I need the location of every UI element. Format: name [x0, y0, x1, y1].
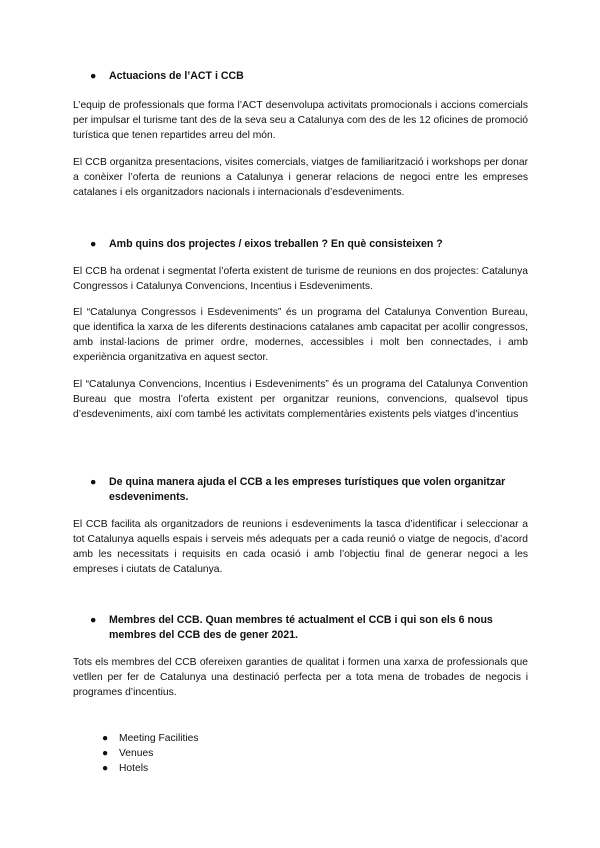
paragraph: El “Catalunya Congressos i Esdeveniments” és un programa del Catalunya Convention Bureau, que identifica la xarxa de les diferents destinacions catalanes amb capacitat per acollir congressos, amb instal·lacions de primer ordre, modernes, accessibles i molt ben connectades, i amb experiència organitzativa en aquest sector.: [73, 307, 528, 363]
paragraph: L’equip de professionals que forma l’ACT desenvolupa activitats promocionals i accions comercials per impulsar el turisme tant des de la seva seu a Catalunya com des de les 12 oficines de promoció turística que tenen repartides arreu del món.: [73, 100, 528, 141]
bullet-icon: ●: [90, 476, 97, 488]
bullet-icon: ●: [90, 238, 97, 250]
bullet-icon: ●: [102, 748, 109, 759]
list-item-label: Venues: [119, 748, 154, 759]
section-heading-ajuda: [90, 475, 530, 505]
bullet-icon: ●: [90, 70, 97, 82]
section-heading-actuacions: [90, 69, 530, 84]
section-heading-text: De quina manera ajuda el CCB a les empreses turístiques que volen organitzar esdeveniments.: [109, 476, 506, 503]
paragraph: El CCB facilita als organitzadors de reunions i esdeveniments la tasca d’identificar i seleccionar a tot Catalunya aquells espais i serveis més adequats per a cada reunió o viatge de negocis, d’acord amb les necessitats i requisits en cada ocasió i amb l’objectiu final de generar negoci a les empreses i ciutats de Catalunya.: [73, 519, 528, 575]
paragraph: Tots els membres del CCB ofereixen garanties de qualitat i formen una xarxa de professionals que vetllen per fer de Catalunya una destinació perfecta per a tota mena de trobades de negocis i programes d’incentius.: [73, 657, 528, 698]
list-item-label: Meeting Facilities: [119, 733, 199, 744]
bullet-icon: ●: [90, 614, 97, 626]
list-item: [102, 731, 199, 746]
bullet-icon: ●: [102, 733, 109, 744]
section-heading-text: Membres del CCB. Quan membres té actualment el CCB i qui son els 6 nous membres del CCB des de gener 2021.: [109, 614, 493, 641]
member-type-list: [102, 731, 199, 776]
section-heading-membres: [90, 613, 530, 643]
paragraph: El “Catalunya Convencions, Incentius i Esdeveniments” és un programa del Catalunya Convention Bureau que mostra l’oferta existent per organitzar reunions, convencions, qualsevol tipus d’esdeveniments, així com també les activitats complementàries existents pels viatges d’incentius: [73, 379, 528, 420]
list-item-label: Hotels: [119, 763, 149, 774]
list-item: [102, 746, 199, 761]
paragraph: El CCB organitza presentacions, visites comercials, viatges de familiarització i workshops per donar a conèixer l’oferta de reunions a Catalunya i generar relacions de negoci entre les empreses catalanes i els organitzadors nacionals i internacionals d’esdeveniments.: [73, 157, 528, 198]
paragraph: El CCB ha ordenat i segmentat l’oferta existent de turisme de reunions en dos projectes: Catalunya Congressos i Catalunya Convencions, Incentius i Esdeveniments.: [73, 266, 528, 292]
list-item: [102, 761, 199, 776]
section-heading-text: Actuacions de l’ACT i CCB: [109, 70, 244, 82]
bullet-icon: ●: [102, 763, 109, 774]
section-heading-projectes: [90, 237, 530, 252]
section-heading-text: Amb quins dos projectes / eixos treballen ? En què consisteixen ?: [109, 238, 443, 250]
